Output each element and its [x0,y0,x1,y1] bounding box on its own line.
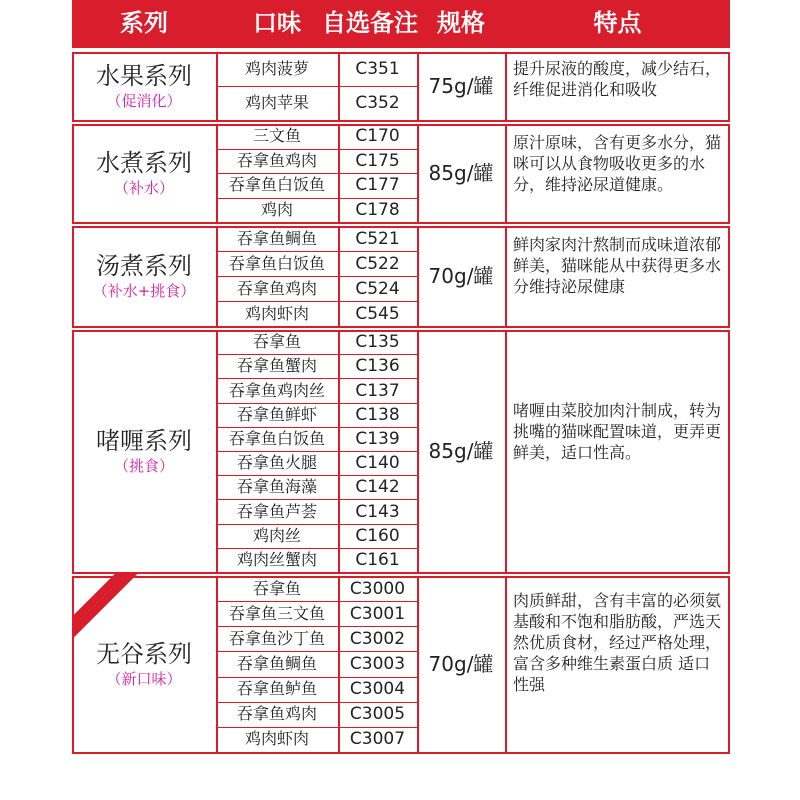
flavor-cell: 吞拿鱼芦荟 [236,501,317,521]
header-spec: 规格 [437,9,485,37]
table-header [72,0,730,48]
flavor-cell: 吞拿鱼鲷鱼 [236,228,317,248]
row-divider [216,86,417,87]
code-cell: C351 [355,59,400,79]
header-code: 自选备注 [322,9,418,37]
column-border [728,124,730,224]
product-table [72,48,730,760]
code-cell: C175 [355,150,400,171]
flavor-cell: 吞拿鱼白饭鱼 [228,428,325,448]
flavor-cell: 吞拿鱼蟹肉 [236,356,317,376]
flavor-cell: 吞拿鱼鲷鱼 [236,654,317,673]
flavor-cell: 吞拿鱼 [252,332,301,352]
column-border [505,576,507,754]
header-flavor: 口味 [253,9,301,37]
feature-cell: 原汁原味，含有更多水分，猫咪可以从食物吸收更多的水分，维持泌尿道健康。 [513,133,722,194]
code-cell: C3002 [349,628,406,649]
corner-ribbon [72,574,142,644]
series-note: （促消化） [106,92,182,110]
code-cell: C139 [355,428,400,449]
flavor-cell: 鸡肉 [260,199,293,219]
code-cell: C170 [355,126,400,147]
code-cell: C545 [355,303,400,324]
flavor-cell: 吞拿鱼火腿 [236,453,317,473]
code-cell: C3000 [349,578,406,599]
code-cell: C3005 [349,704,406,725]
code-cell: C521 [355,228,400,249]
series-name: 啫喱系列 [96,427,192,455]
flavor-cell: 吞拿鱼白饭鱼 [228,175,325,195]
code-cell: C140 [355,453,400,474]
column-border [505,330,507,574]
code-cell: C522 [355,253,400,274]
flavor-cell: 鸡肉菠萝 [244,59,309,78]
code-cell: C178 [355,199,400,220]
flavor-cell: 吞拿鱼鸡肉 [236,704,317,724]
flavor-cell: 鸡肉苹果 [244,93,309,112]
header-feature: 特点 [593,9,642,37]
flavor-cell: 鸡肉丝 [252,525,301,545]
flavor-cell: 吞拿鱼 [252,578,301,598]
code-cell: C143 [355,501,400,522]
feature-cell: 鲜肉家肉汁熬制而成味道浓郁鲜美，猫咪能从中获得更多水分维持泌尿健康 [513,235,722,296]
flavor-cell: 三文鱼 [252,126,301,146]
code-cell: C524 [355,278,400,299]
series-note: （挑食） [113,457,174,475]
column-border [728,52,730,122]
flavor-cell: 吞拿鱼鸡肉 [236,150,317,170]
spec-cell: 70g/罐 [428,264,494,288]
group-bottom-border [72,572,730,574]
flavor-cell: 鸡肉虾肉 [244,303,309,323]
flavor-cell: 吞拿鱼鸡肉 [236,278,317,298]
flavor-cell: 吞拿鱼鸡肉丝 [228,380,325,400]
group-bottom-border [72,222,730,224]
series-name: 水煮系列 [96,149,192,177]
flavor-cell: 鸡肉丝蟹肉 [236,549,317,569]
code-cell: C3007 [349,729,406,750]
code-cell: C137 [355,380,400,401]
flavor-cell: 吞拿鱼鲈鱼 [236,679,317,699]
series-name: 水果系列 [96,62,192,90]
code-cell: C160 [355,525,400,546]
code-cell: C161 [355,549,400,570]
flavor-cell: 吞拿鱼沙丁鱼 [228,628,325,648]
group-bottom-border [72,120,730,122]
group-bottom-border [72,752,730,754]
flavor-cell: 鸡肉虾肉 [244,729,309,749]
series-name: 汤煮系列 [96,252,192,280]
column-border [505,52,507,122]
code-cell: C142 [355,477,400,498]
spec-cell: 70g/罐 [428,652,494,676]
feature-cell: 啫喱由菜胶加肉汁制成，转为挑嘴的猫咪配置味道，更弄更鲜美，适口性高。 [513,401,722,462]
flavor-cell: 吞拿鱼鲜虾 [236,404,317,424]
flavor-cell: 吞拿鱼白饭鱼 [228,253,325,273]
header-series: 系列 [120,9,168,37]
series-note: （新口味） [106,670,182,688]
code-cell: C3003 [349,654,406,674]
code-cell: C135 [355,332,400,353]
series-note: （补水+挑食） [92,282,196,300]
spec-cell: 85g/罐 [428,439,494,463]
column-border [728,576,730,754]
feature-cell: 提升尿液的酸度，减少结石，纤维促进消化和吸收 [513,59,722,99]
series-note: （补水） [113,179,174,197]
series-name: 无谷系列 [96,640,192,668]
feature-cell: 肉质鲜甜，含有丰富的必须氨基酸和不饱和脂肪酸，严选天然优质食材，经过严格处理，富含多种维生素蛋白质 适口性强 [513,591,722,694]
code-cell: C352 [355,93,400,113]
column-border [728,330,730,574]
spec-cell: 75g/罐 [428,74,494,98]
spec-cell: 85g/罐 [428,161,494,185]
code-cell: C136 [355,356,400,377]
code-cell: C177 [355,175,400,196]
flavor-cell: 吞拿鱼海藻 [236,477,317,497]
column-border [505,226,507,328]
code-cell: C138 [355,404,400,425]
column-border [505,124,507,224]
group-top-border [72,52,730,54]
code-cell: C3004 [349,679,406,700]
group-bottom-border [72,326,730,328]
code-cell: C3001 [349,603,406,624]
flavor-cell: 吞拿鱼三文鱼 [228,603,325,623]
column-border [728,226,730,328]
